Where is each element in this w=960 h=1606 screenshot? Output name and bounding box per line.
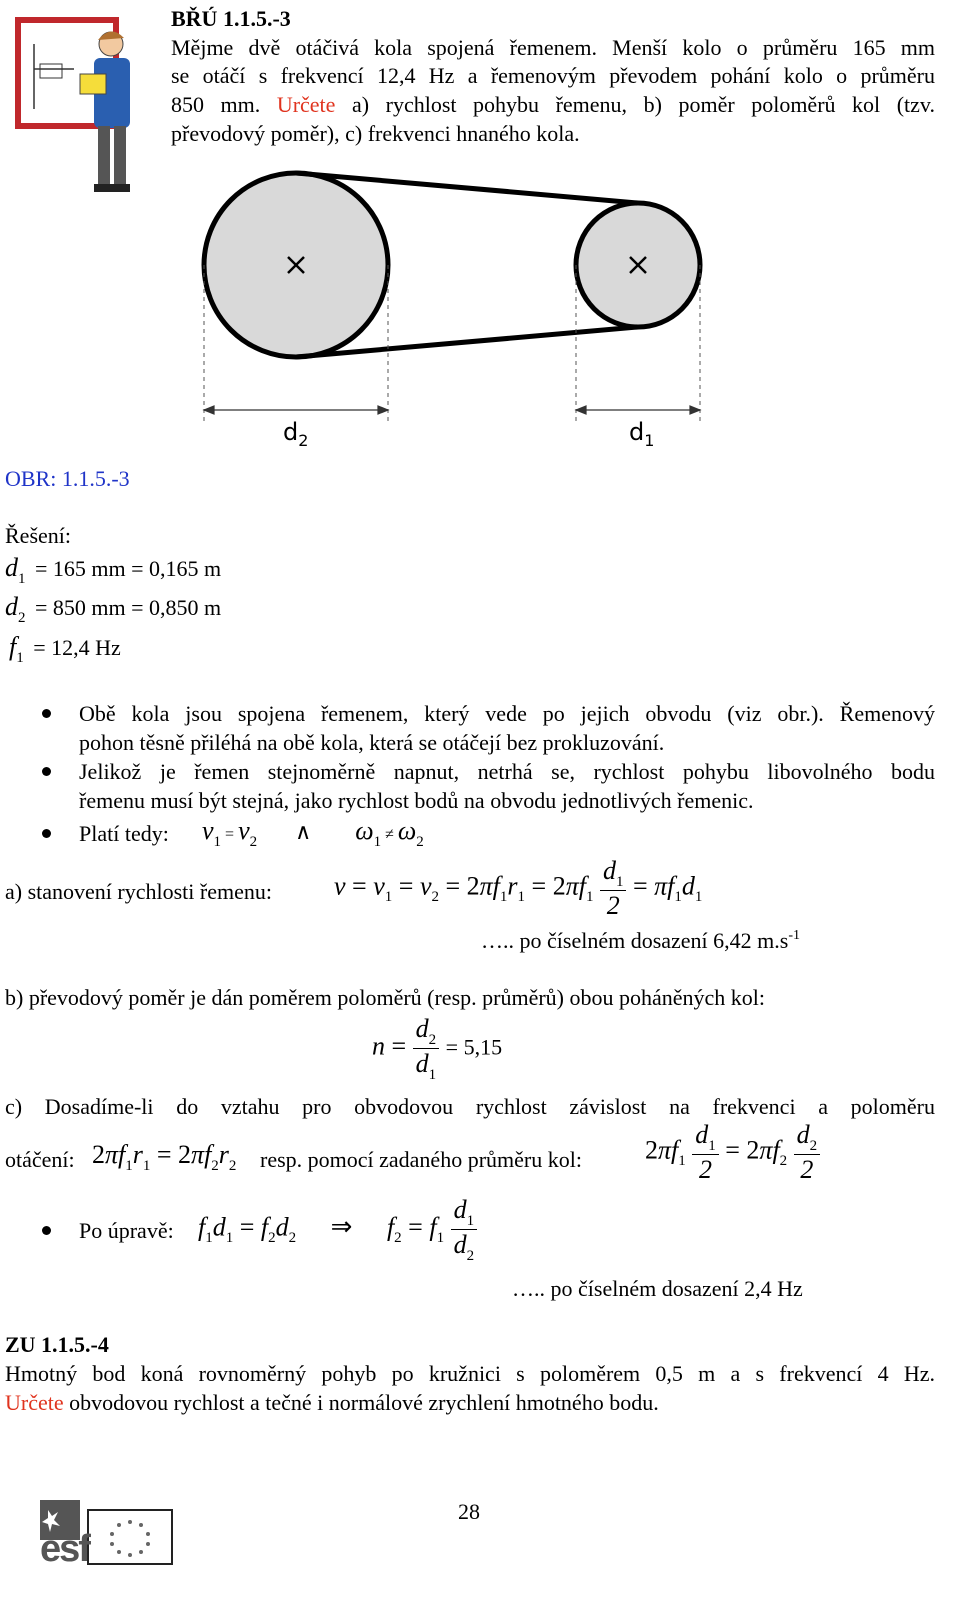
bullet-text: Platí tedy:	[79, 821, 169, 846]
figure-caption: OBR: 1.1.5.-3	[5, 466, 130, 491]
problem-line: Mějme dvě otáčivá kola spojená řemenem. Menší kolo o průměru 165 mm	[171, 35, 935, 60]
part-c-text: otáčení:	[5, 1147, 75, 1172]
part-a-label: a) stanovení rychlosti řemenu:	[5, 879, 272, 904]
part-c-text: c) Dosadíme-li do vztahu pro obvodovou rychlost závislost na frekvenci a poloměru	[5, 1094, 935, 1119]
problem-text: 850 mm.	[171, 92, 277, 117]
equation-velocity: $v = v_1 = v_2 = 2\pi f_1r_1 = 2\pi f_1$ $\frac{d_1}{2}$ = $\pi f_1d_1$	[334, 856, 703, 920]
esf-logo	[40, 1500, 180, 1572]
bullet	[42, 767, 51, 776]
page-number: 28	[458, 1499, 480, 1524]
problem-line: převodový poměr), c) frekvenci hnaného kola.	[171, 121, 580, 146]
equation-ratio: n = $\frac{d_2}{d_1}$ = 5,15	[372, 1014, 503, 1083]
equation-frequency-radius: $2\pi f_1r_1 = 2\pi f_2r_2$	[92, 1140, 237, 1174]
label-d1: $d_1$	[629, 418, 655, 450]
next-problem-text: Hmotný bod koná rovnoměrný pohyb po kružnici s poloměrem 0,5 m a s frekvencí 4 Hz.	[5, 1361, 935, 1386]
belt-drive-figure	[195, 160, 715, 460]
equation-frequency-diameter: $2\pi f_1$ $\frac{d_1}{2}$ = $2\pi f_2$ $\frac{d_2}{2}$	[645, 1120, 820, 1185]
bullet	[42, 709, 51, 718]
equation-final: $f_1d_1 = f_2d_2$ ⇒ $f_2 = f_1$ $\frac{d_1}{d_2}$	[198, 1195, 477, 1264]
problem-line	[171, 90, 935, 119]
problem-text: obvodovou rychlost a tečné i normálové zrychlení hmotného bodu.	[63, 1390, 659, 1415]
solution-heading: Řešení:	[5, 523, 71, 548]
esf-logo-text: esf	[40, 1528, 89, 1570]
given-d1: $d_1 = 165$ mm = 0,165 m	[5, 553, 222, 587]
next-problem-text	[5, 1388, 659, 1417]
part-b-label: b) převodový poměr je dán poměrem poloměrů (resp. průměrů) obou poháněných kol:	[5, 985, 766, 1010]
bullet-text: řemenu musí být stejná, jako rychlost bodů na obvodu jednotlivých řemenic.	[79, 788, 754, 813]
given-d2: $d_2 = 850$ mm = 0,850 m	[5, 592, 222, 626]
part-c-text: resp. pomocí zadaného průměru kol:	[260, 1147, 582, 1172]
problem-text: a) rychlost pohybu řemenu, b) poměr poloměrů kol (tzv.	[335, 92, 935, 117]
bullet-text: pohon těsně přiléhá na obě kola, která se otáčejí bez prokluzování.	[79, 730, 665, 755]
bullet	[42, 829, 51, 838]
bullet-text: Po úpravě:	[79, 1218, 174, 1243]
part-c-result: ….. po číselném dosazení 2,4 Hz	[512, 1276, 803, 1301]
given-f1: $f_1 = 12,4$ Hz	[9, 632, 121, 666]
part-a-result: ….. po číselném dosazení 6,42 $m.s^{-1}$	[481, 928, 801, 953]
belt-drive-diagram	[195, 160, 715, 460]
teacher-illustration	[14, 14, 160, 204]
bullet-text: Obě kola jsou spojena řemenem, který vede po jejich obvodu (viz obr.). Řemenový	[79, 701, 935, 726]
keyword-urcete: Určete	[276, 92, 336, 117]
keyword-urcete: Určete	[5, 1390, 64, 1415]
problem-line: se otáčí s frekvencí 12,4 Hz a řemenovým převodem pohání kolo o průměru	[171, 63, 935, 88]
bullet-text: Jelikož je řemen stejnoměrně napnut, netrhá se, rychlost pohybu libovolného bodu	[79, 759, 935, 784]
problem-title: BŘÚ 1.1.5.-3	[171, 6, 291, 31]
label-d2: $d_2$	[283, 418, 309, 450]
equation-v-omega: v1 = v2 ∧ ω1 ≠ ω2	[202, 816, 424, 850]
bullet	[42, 1226, 51, 1235]
next-problem-title: ZU 1.1.5.-4	[5, 1332, 109, 1357]
